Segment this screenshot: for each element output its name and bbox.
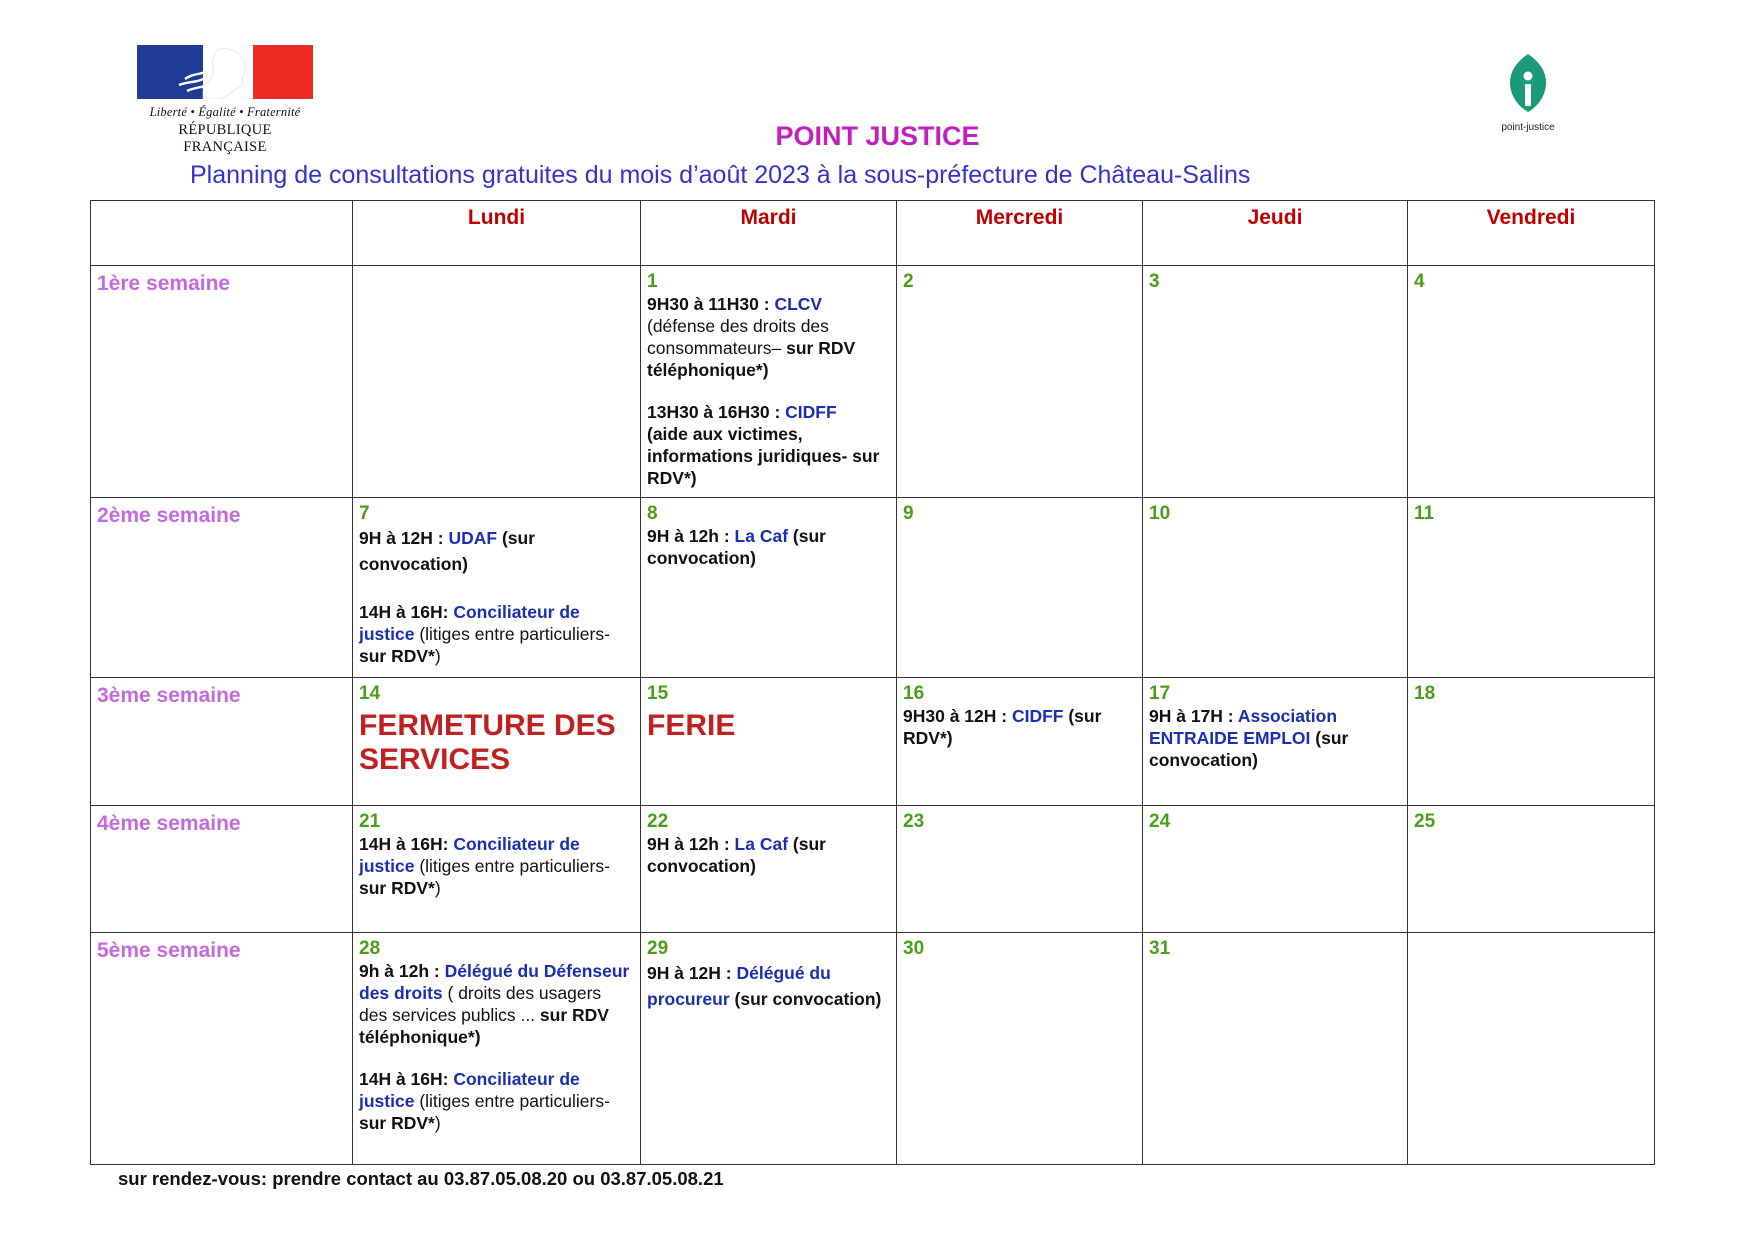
entry-time: 14H à 16H: (359, 602, 454, 622)
entry-time: 14H à 16H: (359, 1069, 454, 1089)
entry-appointment: sur RDV téléphonique*) (647, 338, 856, 380)
day-cell (353, 266, 641, 498)
day-number: 17 (1149, 683, 1171, 704)
day-cell (353, 498, 641, 678)
consultation-entry (359, 525, 634, 577)
day-cell (353, 806, 641, 933)
entry-description: (défense des droits des consommateurs– (647, 316, 829, 358)
entry-organisation: CIDFF (1011, 706, 1064, 726)
entry-time: 9H à 17H : (1149, 706, 1238, 726)
entry-appointment: sur RDV téléphonique*) (359, 1005, 609, 1047)
day-cell (1143, 933, 1408, 1165)
entry-closing: ) (434, 1113, 441, 1133)
week-label: 1ère semaine (97, 272, 231, 295)
holiday-notice: FERIE (647, 709, 736, 742)
entry-time: 9h à 12h : (359, 961, 445, 981)
day-cell (1143, 806, 1408, 933)
entry-description: (litiges entre particuliers- (414, 624, 610, 644)
day-cell (641, 678, 897, 806)
day-number: 18 (1414, 683, 1436, 704)
entry-organisation: CLCV (774, 294, 823, 314)
day-cell (641, 933, 897, 1165)
day-number: 22 (647, 811, 669, 832)
day-cell (897, 266, 1143, 498)
entry-appointment: sur RDV* (359, 878, 435, 898)
day-number: 11 (1414, 503, 1435, 524)
day-cell (1408, 933, 1655, 1165)
week-label: 2ème semaine (97, 504, 241, 527)
day-number: 30 (903, 938, 925, 959)
day-cell (897, 933, 1143, 1165)
consultation-entry (647, 401, 890, 489)
day-number: 7 (359, 503, 370, 524)
day-cell (897, 806, 1143, 933)
consultation-entry (359, 1068, 634, 1134)
marianne-flag-icon (137, 45, 313, 99)
entry-closing: ) (434, 646, 441, 666)
entry-appointment: (sur convocation) (647, 834, 826, 876)
entry-appointment: (sur convocation) (647, 526, 826, 568)
entry-description: ( droits des usagers des services publics ... (359, 983, 602, 1025)
week-label-cell (91, 806, 353, 933)
consultation-entry (647, 525, 890, 569)
entry-organisation: CIDFF (785, 402, 837, 422)
day-cell (1143, 498, 1408, 678)
day-cell (1408, 678, 1655, 806)
column-header-jeudi: Jeudi (1143, 201, 1408, 266)
consultation-entry (647, 833, 890, 877)
day-cell (641, 806, 897, 933)
corner-cell (91, 201, 353, 266)
day-cell (353, 678, 641, 806)
republic-name: RÉPUBLIQUE FRANÇAISE (178, 122, 272, 155)
entry-organisation: La Caf (734, 834, 789, 854)
day-number: 1 (647, 271, 658, 292)
day-cell (1143, 678, 1408, 806)
closure-notice: FERMETURE DES SERVICES (359, 709, 616, 776)
day-number: 23 (903, 811, 925, 832)
entry-appointment: (sur convocation) (359, 528, 536, 574)
entry-time: 9H30 à 11H30 : (647, 294, 775, 314)
point-justice-logo-text: point-justice (1501, 122, 1555, 133)
entry-description: (aide aux victimes, informations juridiques- sur RDV*) (647, 424, 880, 488)
week-label-cell (91, 266, 353, 498)
day-cell (1143, 266, 1408, 498)
consultation-entry (1149, 705, 1401, 771)
header-row (91, 201, 1655, 266)
entry-time: 9H à 12H : (647, 963, 737, 983)
day-number: 25 (1414, 811, 1436, 832)
entry-time: 14H à 16H: (359, 834, 454, 854)
consultation-entry (647, 960, 890, 1012)
day-number: 2 (903, 271, 914, 292)
week-row (91, 266, 1655, 498)
day-number: 8 (647, 503, 658, 524)
page-subtitle: Planning de consultations gratuites du mois d’août 2023 à la sous-préfecture de Château-Salins (190, 161, 1251, 189)
day-number: 15 (647, 683, 669, 704)
day-number: 21 (359, 811, 381, 832)
entry-description: (litiges entre particuliers- (414, 856, 610, 876)
entry-description: (litiges entre particuliers- (414, 1091, 610, 1111)
day-cell (641, 498, 897, 678)
entry-time: 13H30 à 16H30 : (647, 402, 786, 422)
day-cell (641, 266, 897, 498)
week-label: 4ème semaine (97, 812, 241, 835)
column-header-mercredi: Mercredi (897, 201, 1143, 266)
column-header-vendredi: Vendredi (1408, 201, 1655, 266)
consultation-entry (359, 960, 634, 1048)
entry-appointment: sur RDV* (359, 646, 435, 666)
entry-time: 9H à 12H : (359, 528, 449, 548)
entry-appointment: sur RDV* (359, 1113, 435, 1133)
consultation-entry (903, 705, 1136, 749)
entry-organisation: La Caf (734, 526, 789, 546)
day-number: 14 (359, 683, 381, 704)
day-cell (1408, 806, 1655, 933)
point-justice-icon (1508, 52, 1548, 114)
day-number: 16 (903, 683, 925, 704)
week-label-cell (91, 498, 353, 678)
day-cell (353, 933, 641, 1165)
consultation-entry (359, 833, 634, 899)
week-label-cell (91, 678, 353, 806)
entry-appointment: (sur convocation) (1149, 728, 1349, 770)
week-label-cell (91, 933, 353, 1165)
entry-organisation: Conciliateur de justice (359, 602, 580, 644)
day-cell (1408, 498, 1655, 678)
day-number: 29 (647, 938, 669, 959)
consultation-entry (647, 293, 890, 381)
column-header-mardi: Mardi (641, 201, 897, 266)
entry-organisation: Association ENTRAIDE EMPLOI (1149, 706, 1338, 748)
entry-organisation: Délégué du procureur (647, 963, 831, 1009)
consultation-entry (359, 601, 634, 667)
day-cell (897, 678, 1143, 806)
entry-organisation: Conciliateur de justice (359, 834, 580, 876)
day-cell (1408, 266, 1655, 498)
entry-organisation: UDAF (448, 528, 498, 548)
week-row (91, 498, 1655, 678)
day-cell (897, 498, 1143, 678)
footer-contact-note: sur rendez-vous: prendre contact au 03.87.05.08.20 ou 03.87.05.08.21 (118, 1168, 724, 1189)
entry-organisation: Délégué du Défenseur des droits (359, 961, 630, 1003)
entry-time: 9H à 12h : (647, 834, 735, 854)
day-number: 24 (1149, 811, 1171, 832)
day-number: 4 (1414, 271, 1425, 292)
planning-table (90, 200, 1655, 1165)
republic-motto: Liberté • Égalité • Fraternité (149, 105, 301, 119)
week-row (91, 806, 1655, 933)
week-row (91, 933, 1655, 1165)
day-number: 9 (903, 503, 914, 524)
entry-appointment: (sur convocation) (729, 989, 882, 1009)
day-number: 31 (1149, 938, 1171, 959)
day-number: 10 (1149, 503, 1171, 524)
entry-closing: ) (434, 878, 441, 898)
entry-organisation: Conciliateur de justice (359, 1069, 580, 1111)
entry-time: 9H à 12h : (647, 526, 735, 546)
week-label: 3ème semaine (97, 684, 241, 707)
day-number: 28 (359, 938, 381, 959)
column-header-lundi: Lundi (353, 201, 641, 266)
day-number: 3 (1149, 271, 1160, 292)
week-row (91, 678, 1655, 806)
entry-appointment: (sur RDV*) (903, 706, 1102, 748)
week-label: 5ème semaine (97, 939, 241, 962)
entry-time: 9H30 à 12H : (903, 706, 1012, 726)
page-title: POINT JUSTICE (775, 121, 980, 151)
